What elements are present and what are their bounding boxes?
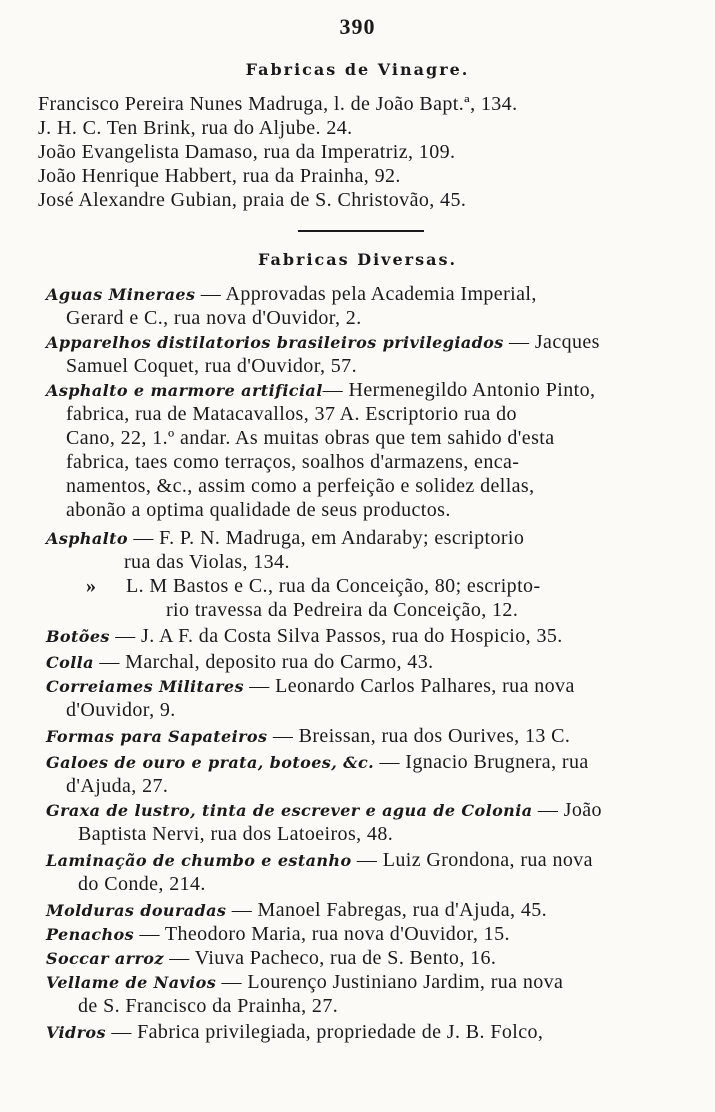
list-item: Francisco Pereira Nunes Madruga, l. de João Bapt.ª, 134. xyxy=(38,93,518,115)
entry-text: — Lourenço Justiniano Jardim, rua nova xyxy=(216,971,564,993)
entry-text: — Theodoro Maria, rua nova d'Ouvidor, 15. xyxy=(134,923,510,945)
entry-soccar xyxy=(46,946,496,971)
entry-vellame xyxy=(46,970,563,995)
entry-laminacao xyxy=(46,848,593,873)
entry-text: — J. A F. da Costa Silva Passos, rua do Hospicio, 35. xyxy=(109,625,563,647)
entry-continuation: abonão a optima qualidade de seus productos. xyxy=(66,499,451,521)
entry-text: — Marchal, deposito rua do Carmo, 43. xyxy=(93,651,434,673)
entry-text: — Leonardo Carlos Palhares, rua nova xyxy=(243,675,575,697)
entry-continuation: rua das Violas, 134. xyxy=(124,551,290,573)
entry-continuation: d'Ajuda, 27. xyxy=(66,775,169,797)
section-title-diversas: Fabricas Diversas. xyxy=(257,250,458,269)
entry-molduras xyxy=(46,898,547,923)
entry-text: — Hermenegildo Antonio Pinto, xyxy=(322,379,596,401)
entry-text: L. M Bastos e C., rua da Conceição, 80; escripto- xyxy=(126,575,541,597)
entry-colla xyxy=(46,650,434,675)
entry-formas xyxy=(46,724,570,749)
entry-penachos xyxy=(46,922,510,947)
trade-name: Soccar arroz xyxy=(46,949,164,968)
entry-apparelhos xyxy=(46,330,600,355)
trade-name: Vellame de Navios xyxy=(46,973,217,992)
entry-text: — Fabrica privilegiada, propriedade de J. B. Folco, xyxy=(105,1021,544,1043)
entry-text: — Ignacio Brugnera, rua xyxy=(374,751,589,773)
entry-continuation: Gerard e C., rua nova d'Ouvidor, 2. xyxy=(66,307,362,329)
page-number: 390 xyxy=(339,14,376,39)
list-item: José Alexandre Gubian, praia de S. Christovão, 45. xyxy=(38,189,467,211)
entry-asphalto xyxy=(46,526,524,551)
section-divider xyxy=(298,230,424,232)
trade-name: Apparelhos distilatorios brasileiros privilegiados xyxy=(46,333,504,352)
entry-galoes xyxy=(46,750,589,775)
entry-continuation: namentos, &c., assim como a perfeição e solidez dellas, xyxy=(66,475,535,497)
trade-name: Galoes de ouro e prata, botoes, &c. xyxy=(46,753,375,772)
trade-name: Correiames Militares xyxy=(46,677,244,696)
entry-text: — Breissan, rua dos Ourives, 13 C. xyxy=(267,725,571,747)
entry-continuation: Cano, 22, 1.º andar. As muitas obras que tem sahido d'esta xyxy=(66,427,555,449)
list-item: João Henrique Habbert, rua da Prainha, 92. xyxy=(38,165,401,187)
trade-name: Aguas Mineraes xyxy=(46,285,196,304)
entry-aguas-mineraes xyxy=(46,282,537,307)
trade-name: Asphalto e marmore artificial xyxy=(46,381,323,400)
entry-graxa xyxy=(46,798,602,823)
trade-name: Botões xyxy=(46,627,110,646)
entry-continuation: rio travessa da Pedreira da Conceição, 12. xyxy=(166,599,519,621)
section-title-vinagre: Fabricas de Vinagre. xyxy=(245,60,470,79)
entry-text: — F. P. N. Madruga, em Andaraby; escriptorio xyxy=(127,527,525,549)
entry-vidros xyxy=(46,1020,543,1045)
entry-continuation: de S. Francisco da Prainha, 27. xyxy=(78,995,339,1017)
entry-continuation: do Conde, 214. xyxy=(78,873,206,895)
list-item: J. H. C. Ten Brink, rua do Aljube. 24. xyxy=(38,117,353,139)
entry-continuation: fabrica, taes como terraços, soalhos d'armazens, enca- xyxy=(66,451,520,473)
entry-botoes xyxy=(46,624,563,649)
entry-asphalto-bastos xyxy=(86,574,541,598)
entry-text: — Luiz Grondona, rua nova xyxy=(351,849,593,871)
ditto-mark: » xyxy=(86,575,97,597)
trade-name: Laminação de chumbo e estanho xyxy=(46,851,352,870)
trade-name: Colla xyxy=(46,653,94,672)
entry-continuation: d'Ouvidor, 9. xyxy=(66,699,176,721)
entry-continuation: fabrica, rua de Matacavallos, 37 A. Escriptorio rua do xyxy=(66,403,517,425)
entry-text: — Manoel Fabregas, rua d'Ajuda, 45. xyxy=(226,899,548,921)
trade-name: Formas para Sapateiros xyxy=(46,727,268,746)
entry-text: — Viuva Pacheco, rua de S. Bento, 16. xyxy=(163,947,497,969)
entry-correiames xyxy=(46,674,575,699)
entry-text: — João xyxy=(532,799,602,821)
trade-name: Graxa de lustro, tinta de escrever e agua de Colonia xyxy=(46,801,533,820)
entry-text: — Approvadas pela Academia Imperial, xyxy=(195,283,537,305)
entry-continuation: Baptista Nervi, rua dos Latoeiros, 48. xyxy=(78,823,394,845)
trade-name: Penachos xyxy=(46,925,135,944)
trade-name: Molduras douradas xyxy=(46,901,227,920)
trade-name: Asphalto xyxy=(46,529,128,548)
trade-name: Vidros xyxy=(46,1023,106,1042)
entry-text: — Jacques xyxy=(503,331,600,353)
list-item: João Evangelista Damaso, rua da Imperatriz, 109. xyxy=(38,141,456,163)
entry-continuation: Samuel Coquet, rua d'Ouvidor, 57. xyxy=(66,355,357,377)
entry-asphalto-marmore xyxy=(46,378,595,403)
